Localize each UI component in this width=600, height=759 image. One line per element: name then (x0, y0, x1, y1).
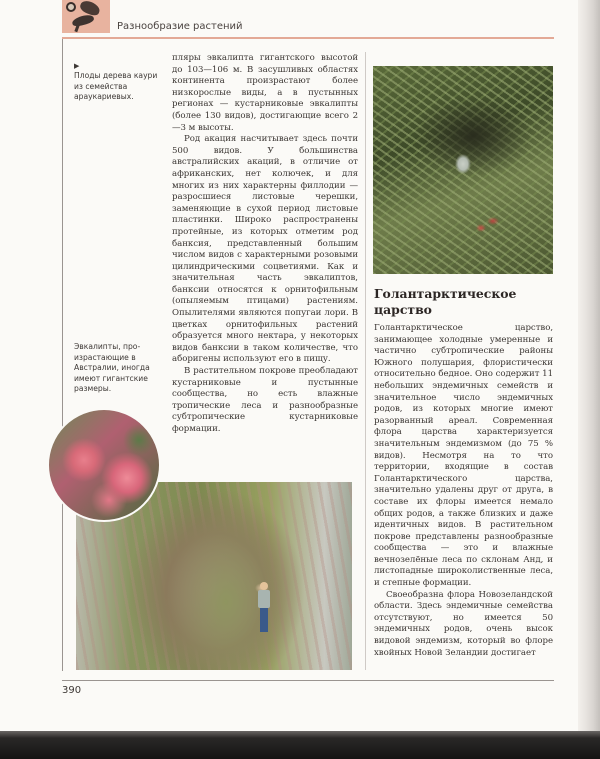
person-figure (257, 582, 271, 634)
plant-section-icon (62, 0, 110, 33)
page-number: 390 (62, 685, 82, 696)
body-column-1 (172, 53, 358, 436)
section-heading: Голантарктическое царство (374, 286, 517, 317)
caption-kauri-text: Плоды дерева каури из семейства араукариевых. (74, 71, 158, 102)
caption-kauri (74, 62, 166, 103)
paragraph: Род акация насчитывает здесь почти 500 видов. У большинства австралийских акаций, в отличие от африканских, нет колючек, и для многих из них характерны филлодии — разросшиеся листовые черешки, заменяющие в сухой период листовые пластинки. Широко распространены протейные, из которых отметим род банксия, представленный большим числом видов с характерными розовыми цилиндрическими соцветиями. Как и значительная часть эвкалиптов, банксии относятся к орнитофильным (опыляемым птицами) растениям. Опылителями являются попугаи лори. В цветках орнитофильных растений образуется много нектара, у некоторых видов банксии в таком количестве, что аборигены используют его в пищу. (172, 134, 358, 365)
paragraph: В растительном покрове преобладают кустарниковые и пустынные сообщества, но есть влажные тропические леса и разнообразные субтропические кустарниковые формации. (172, 366, 358, 434)
header-rule (62, 37, 554, 39)
body-column-2 (374, 323, 553, 659)
page-frame-bottom (62, 680, 554, 681)
caption-eucalyptus-text: Эвкалипты, про-израстающие в Австралии, иногда имеют гигантские размеры. (74, 342, 150, 394)
book-gutter-shadow (578, 0, 600, 740)
paragraph: Своеобразна флора Новозеландской области. Здесь эндемичные семейства отсутствуют, но имеется 50 эндемичных родов, очень высок видовой эндемизм, который во флоре хвойных Новой Зеландии достигает (374, 589, 553, 658)
page-frame-left (62, 39, 63, 671)
caption-arrow-icon: ▶ (74, 62, 80, 70)
paragraph: Голантарктическое царство, занимающее холодные умеренные и частично субтропические районы Южного полушария, флористически относительно бедное. Оно содержит 11 небольших эндемичных семейств и значительное число эндемичных родов, из которых многие имеют разорванный ареал. Современная флора царства характеризуется значительным эндемизмом (до 75 % видов). Несмотря на то что территории, входящие в состав Голантарктического царства, значительно удалены друг от друга, в составе их флоры имеется немало общих родов, а также близких и даже идентичных видов. В растительном покрове представлены разнообразные сообщества — это и влажные вечнозелёные леса по склонам Анд, и листопадные широколиственные леса, и степные формации. (374, 323, 553, 589)
column-divider (365, 52, 366, 670)
section-running-title: Разнообразие растений (117, 21, 243, 32)
scan-bottom-edge (0, 731, 600, 759)
eucalyptus-flower-photo (47, 408, 161, 522)
kauri-fruit-photo (373, 66, 553, 274)
paragraph: пляры эвкалипта гигантского высотой до 103—106 м. В засушливых областях континента произрастают более низкорослые виды, а в пустынных регионах — кустарниковые эвкалипты (более 130 видов), достигающие всего 2—3 м высоты. (172, 53, 358, 133)
caption-eucalyptus (74, 342, 162, 395)
